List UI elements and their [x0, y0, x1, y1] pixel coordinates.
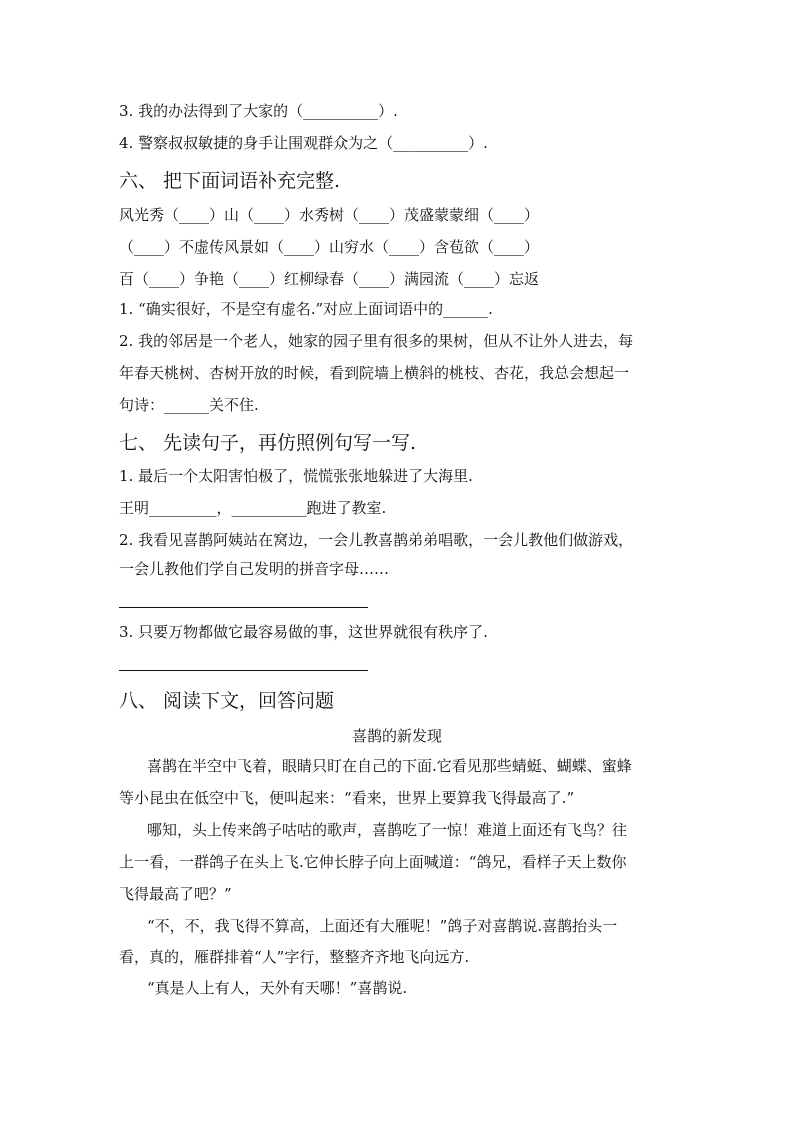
s7-question-1-answer: 王明_________，__________跑进了教室. [119, 499, 387, 517]
passage-p2-line-1: 哪知，头上传来鸽子咕咕的歌声，喜鹊吃了一惊！难道上面还有飞鸟？往 [147, 821, 628, 839]
passage-p1-line-2: 等小昆虫在低空中飞，便叫起来：“看来，世界上要算我飞得最高了.” [119, 789, 575, 807]
s6-question-2-line-2: 年春天桃树、杏树开放的时候，看到院墙上横斜的桃枝、杏花，我总会想起一 [119, 364, 630, 382]
section-6-heading: 六、 把下面词语补充完整. [119, 170, 341, 192]
s7-question-3: 3. 只要万物都做它最容易做的事，这世界就很有秩序了. [119, 623, 488, 641]
passage-p1-line-1: 喜鹊在半空中飞着，眼睛只盯在自己的下面.它看见那些蜻蜓、蝴蝶、蜜蜂 [147, 757, 632, 775]
passage-p3-line-2: 看，真的，雁群排着“人”字行，整整齐齐地飞向远方. [119, 948, 470, 966]
s6-question-1: 1. “确实很好，不是空有虚名.”对应上面词语中的______. [119, 300, 493, 318]
s7-answer-line-2 [119, 607, 368, 608]
s6-word-row-2: （____）不虚传风景如（____）山穷水（____）含苞欲（____） [119, 238, 540, 256]
s7-question-2-line-1: 2. 我看见喜鹊阿姨站在窝边，一会儿教喜鹊弟弟唱歌，一会儿教他们做游戏， [119, 531, 634, 549]
s5-question-3: 3. 我的办法得到了大家的（__________）. [119, 102, 398, 120]
s7-answer-line-3 [119, 670, 368, 671]
s6-word-row-3: 百（____）争艳（____）红柳绿春（____）满园流（____）忘返 [119, 270, 540, 288]
s6-question-2-line-1: 2. 我的邻居是一个老人，她家的园子里有很多的果树，但从不让外人进去，每 [119, 332, 634, 350]
s6-question-2-line-3: 句诗：______关不住. [119, 396, 259, 414]
s7-question-1: 1. 最后一个太阳害怕极了，慌慌张张地躲进了大海里. [119, 467, 473, 485]
passage-p3-line-1: “不，不，我飞得不算高，上面还有大雁呢！”鸽子对喜鹊说.喜鹊抬头一 [147, 917, 618, 935]
s5-question-4: 4. 警察叔叔敏捷的身手让围观群众为之（__________）. [119, 134, 488, 152]
passage-p2-line-2: 上一看，一群鸽子在头上飞.它伸长脖子向上面喊道：“鸽兄，看样子天上数你 [119, 853, 627, 871]
section-7-heading: 七、 先读句子，再仿照例句写一写. [119, 432, 417, 454]
passage-p2-line-3: 飞得最高了吧？” [119, 885, 232, 903]
passage-p4: “真是人上有人，天外有天哪！”喜鹊说. [147, 979, 408, 997]
passage-title: 喜鹊的新发现 [351, 727, 442, 745]
s6-word-row-1: 风光秀（____）山（____）水秀树（____）茂盛蒙蒙细（____） [119, 206, 540, 224]
section-8-heading: 八、 阅读下文，回答问题 [119, 690, 335, 712]
s7-question-2-line-2: 一会儿教他们学自己发明的拼音字母…… [119, 560, 390, 578]
